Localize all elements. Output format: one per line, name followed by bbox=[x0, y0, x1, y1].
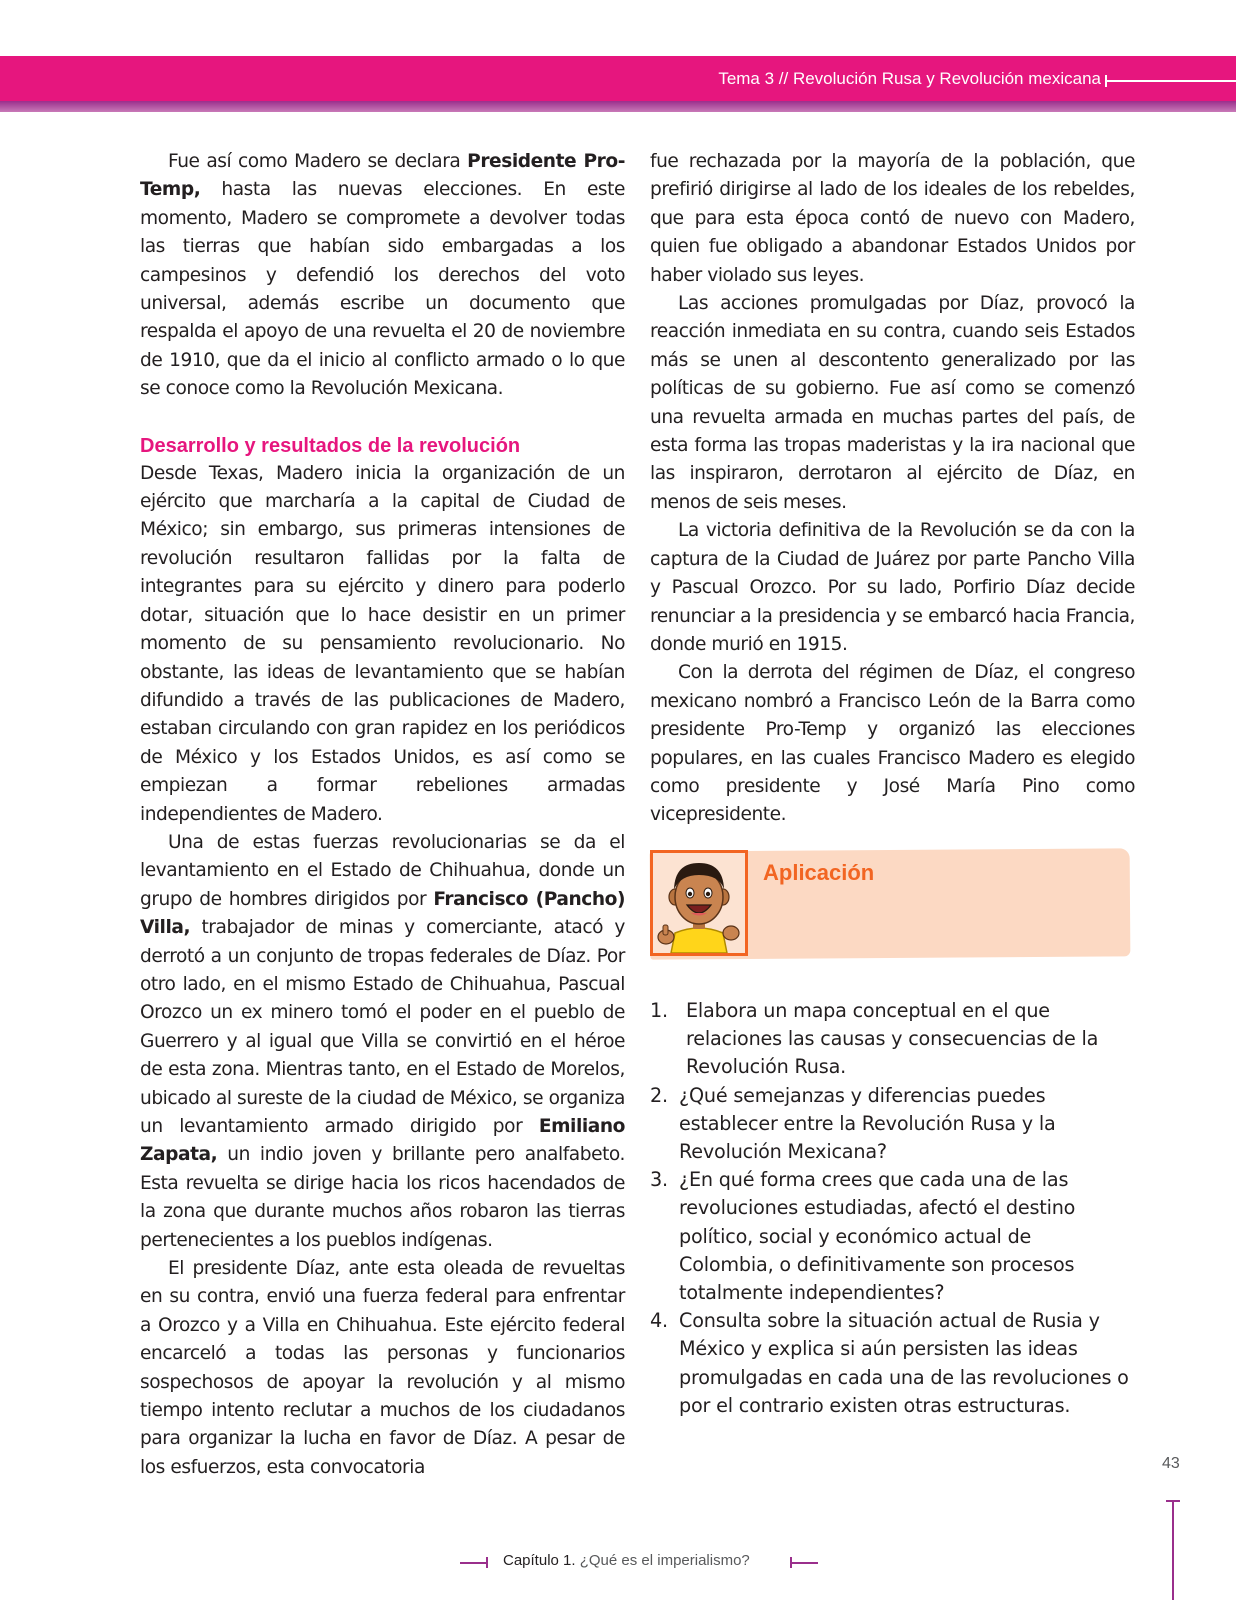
list-item-number: 3. bbox=[650, 1168, 668, 1192]
paragraph: La victoria definitiva de la Revolución se da con la captura de la Ciudad de Juárez por parte Pancho Villa y Pascual Orozco. Por su lado, Porfirio Díaz decide renunciar a la presidencia y se embarcó hacia Francia, donde murió en 1915. bbox=[650, 520, 1135, 655]
bold-term: Emiliano Zapata, bbox=[140, 1116, 625, 1166]
list-item-text: ¿En qué forma crees que cada una de las revoluciones estudiadas, afectó el destino político, social y económico actual de Colombia, o definitivamente son procesos totalmente independientes? bbox=[679, 1168, 1076, 1305]
bold-term: Francisco (Pancho) Villa, bbox=[140, 888, 625, 939]
footer-rule-left-cap bbox=[486, 1557, 488, 1568]
section-heading: Desarrollo y resultados de la revolución bbox=[140, 434, 521, 457]
list-item-text: Consulta sobre la situación actual de Rusia y México y explica si aún persisten las ideas promulgadas en cada una de las revoluciones o por el contrario existen otras estructuras. bbox=[679, 1309, 1129, 1417]
right-column bbox=[650, 148, 1135, 830]
footer-chapter: Capítulo 1. bbox=[503, 1552, 576, 1569]
application-title: Aplicación bbox=[763, 860, 875, 885]
page-number: 43 bbox=[1162, 1455, 1180, 1472]
list-item-number: 2. bbox=[650, 1083, 668, 1107]
footer-chapter-label bbox=[503, 1552, 750, 1569]
list-item-number: 1. bbox=[650, 999, 668, 1022]
list-item-text: ¿Qué semejanzas y diferencias puedes establecer entre la Revolución Rusa y la Revolución Mexicana? bbox=[679, 1083, 1056, 1164]
paragraph: fue rechazada por la mayoría de la población, que prefirió dirigirse al lado de los ideales de los rebeldes, que para esta época contó de nuevo con Madero, quien fue obligado a abandonar Estados Unidos por haber violado sus leyes. bbox=[650, 151, 1135, 286]
bold-term: Presidente Pro-Temp, bbox=[140, 151, 625, 201]
boy-illustration-icon bbox=[650, 850, 748, 956]
left-column bbox=[140, 148, 625, 1482]
paragraph: El presidente Díaz, ante esta oleada de revueltas en su contra, envió una fuerza federal para enfrentar a Orozco y a Villa en Chihuahua. Este ejército federal encarceló a todas las personas y funcionarios sospechosos de apoyar la revolución y al mismo tiempo intento reclutar a muchos de los ciudadanos para organizar la lucha en favor de Díaz. A pesar de los esfuerzos, esta convocatoria bbox=[140, 1258, 625, 1478]
list-item bbox=[650, 1082, 1130, 1167]
running-header-title: Tema 3 // Revolución Rusa y Revolución mexicana bbox=[718, 69, 1101, 88]
list-item bbox=[650, 1166, 1130, 1307]
paragraph: Fue así como Madero se declara Presidente Pro-Temp, hasta las nuevas elecciones. En este momento, Madero se compromete a devolver todas las tierras que habían sido embargadas a los campesinos y defendió los derechos del voto universal, además escribe un documento que respalda el apoyo de una revuelta el 20 de noviembre de 1910, que da el inicio al conflicto armado o lo que se conoce como la Revolución Mexicana. bbox=[140, 151, 625, 400]
paragraph: Las acciones promulgadas por Díaz, provocó la reacción inmediata en su contra, cuando seis Estados más se unen al descontento generalizado por las políticas de su gobierno. Fue así como se comenzó una revuelta armada en muchas partes del país, de esta forma las tropas maderistas y la ira nacional que las inspiraron, derrotaron al ejército de Díaz, en menos de seis meses. bbox=[650, 293, 1135, 513]
header-rule-cap bbox=[1105, 75, 1107, 87]
list-item bbox=[650, 1307, 1130, 1420]
header-rule bbox=[1105, 80, 1236, 82]
footer-rule-left bbox=[460, 1562, 488, 1564]
footer-chapter-title: ¿Qué es el imperialismo? bbox=[575, 1552, 750, 1569]
paragraph: Desde Texas, Madero inicia la organización de un ejército que marcharía a la capital de Ciudad de México; sin embargo, sus primeras intensiones de revolución resultaron fallidas por la falta de integrantes para su ejército y dinero para poderlo dotar, situación que lo hace desistir en un primer momento de su pensamiento revolucionario. No obstante, las ideas de levantamiento que se habían difundido a través de las publicaciones de Madero, estaban circulando con gran rapidez en los periódicos de México y los Estados Unidos, es así como se empiezan a formar rebeliones armadas independientes de Madero. bbox=[140, 462, 625, 825]
list-item-number: 4. bbox=[650, 1309, 668, 1333]
list-item-text: Elabora un mapa conceptual en el que relaciones las causas y consecuencias de la Revolución Rusa. bbox=[686, 999, 1099, 1079]
paragraph: Con la derrota del régimen de Díaz, el congreso mexicano nombró a Francisco León de la Barra como presidente Pro-Temp y organizó las elecciones populares, en las cuales Francisco Madero es elegido como presidente y José María Pino como vicepresidente. bbox=[650, 662, 1135, 826]
list-item bbox=[650, 997, 1130, 1082]
application-question-list bbox=[650, 997, 1130, 1420]
footer-rule-right bbox=[790, 1562, 818, 1564]
footer-rule-right-cap bbox=[790, 1557, 792, 1568]
paragraph: Una de estas fuerzas revolucionarias se da el levantamiento en el Estado de Chihuahua, donde un grupo de hombres dirigidos por Francisco (Pancho) Villa, trabajador de minas y comerciante, atacó y derrotó a un conjunto de tropas federales de Díaz. Por otro lado, en el mismo Estado de Chihuahua, Pascual Orozco un ex minero tomó el poder en el pueblo de Guerrero y al igual que Villa se convirtió en el héroe de esta zona. Mientras tanto, en el Estado de Morelos, ubicado al sureste de la ciudad de México, se organiza un levantamiento armado dirigido por Emiliano Zapata, un indio joven y brillante pero analfabeto. Esta revuelta se dirige hacia los ricos hacendados de la zona que durante muchos años robaron las tierras pertenecientes a los pueblos indígenas. bbox=[140, 831, 625, 1251]
header-band-shadow bbox=[0, 101, 1236, 112]
side-rule bbox=[1172, 1500, 1174, 1600]
